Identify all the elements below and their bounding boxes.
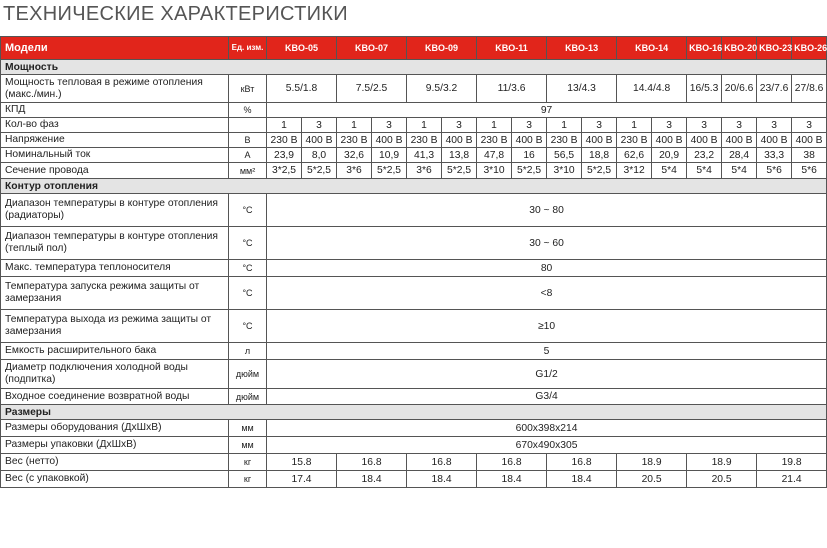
row-phases <box>1 118 827 133</box>
value-cell: 23,9 <box>267 148 302 163</box>
section-heating <box>1 179 827 194</box>
value-cell: 80 <box>267 260 827 277</box>
row-unit: кг <box>229 454 267 471</box>
value-cell: 3*6 <box>407 163 442 179</box>
row-unit: В <box>229 133 267 148</box>
row-label: Вес (с упаковкой) <box>1 471 229 488</box>
value-cell: 1 <box>407 118 442 133</box>
value-cell: 47,8 <box>477 148 512 163</box>
value-cell: 41,3 <box>407 148 442 163</box>
value-cell: 5*6 <box>757 163 792 179</box>
value-cell: 600x398x214 <box>267 420 827 437</box>
row-unit: мм² <box>229 163 267 179</box>
value-cell: 5*2,5 <box>442 163 477 179</box>
row-unit: °C <box>229 260 267 277</box>
row-heat_power <box>1 75 827 103</box>
header-model: KBO-05 <box>267 37 337 60</box>
value-cell: 5*2,5 <box>582 163 617 179</box>
row-label: Кол-во фаз <box>1 118 229 133</box>
row-label: КПД <box>1 103 229 118</box>
header-model: KBO-13 <box>547 37 617 60</box>
row-unit: дюйм <box>229 389 267 405</box>
row-label: Размеры упаковки (ДxШxВ) <box>1 437 229 454</box>
value-cell: 400 В <box>652 133 687 148</box>
value-cell: 400 В <box>757 133 792 148</box>
value-cell: 1 <box>477 118 512 133</box>
value-cell: 1 <box>337 118 372 133</box>
value-cell: 28,4 <box>722 148 757 163</box>
section-dims <box>1 405 827 420</box>
row-pack_dims <box>1 437 827 454</box>
value-cell: 18.9 <box>687 454 757 471</box>
header-model: KBO-23 <box>757 37 792 60</box>
value-cell: 5*2,5 <box>302 163 337 179</box>
row-voltage <box>1 133 827 148</box>
page-title: ТЕХНИЧЕСКИЕ ХАРАКТЕРИСТИКИ <box>3 3 348 25</box>
row-tank <box>1 343 827 360</box>
row-unit: % <box>229 103 267 118</box>
value-cell: 5*4 <box>722 163 757 179</box>
value-cell: 3*6 <box>337 163 372 179</box>
row-max_temp <box>1 260 827 277</box>
row-label: Размеры оборудования (ДxШxВ) <box>1 420 229 437</box>
value-cell: 16.8 <box>547 454 617 471</box>
row-label: Диапазон температуры в контуре отопления (радиаторы) <box>1 194 229 227</box>
value-cell: 3 <box>442 118 477 133</box>
value-cell: 23,2 <box>687 148 722 163</box>
row-cold_water <box>1 360 827 389</box>
row-label: Емкость расширительного бака <box>1 343 229 360</box>
row-unit: дюйм <box>229 360 267 389</box>
value-cell: <8 <box>267 277 827 310</box>
value-cell: 20.5 <box>687 471 757 488</box>
row-label: Номинальный ток <box>1 148 229 163</box>
value-cell: 3 <box>757 118 792 133</box>
row-label: Сечение провода <box>1 163 229 179</box>
header-model: KBO-16 <box>687 37 722 60</box>
value-cell: 400 В <box>442 133 477 148</box>
value-cell: 5*6 <box>792 163 827 179</box>
row-label: Макс. температура теплоносителя <box>1 260 229 277</box>
row-unit: А <box>229 148 267 163</box>
row-wire <box>1 163 827 179</box>
value-cell: 33,3 <box>757 148 792 163</box>
value-cell: 16/5.3 <box>687 75 722 103</box>
value-cell: 20,9 <box>652 148 687 163</box>
row-label: Мощность тепловая в режиме отопления (макс./мин.) <box>1 75 229 103</box>
value-cell: 13,8 <box>442 148 477 163</box>
spec-table <box>0 36 827 488</box>
value-cell: 16.8 <box>337 454 407 471</box>
row-label: Температура выхода из режима защиты от замерзания <box>1 310 229 343</box>
value-cell: 400 В <box>372 133 407 148</box>
header-model: KBO-07 <box>337 37 407 60</box>
row-range_floor <box>1 227 827 260</box>
value-cell: 400 В <box>582 133 617 148</box>
value-cell: 15.8 <box>267 454 337 471</box>
value-cell: 670x490x305 <box>267 437 827 454</box>
value-cell: 400 В <box>792 133 827 148</box>
value-cell: 9.5/3.2 <box>407 75 477 103</box>
value-cell: 5.5/1.8 <box>267 75 337 103</box>
value-cell: 23/7.6 <box>757 75 792 103</box>
value-cell: 230 В <box>337 133 372 148</box>
value-cell: 18.9 <box>617 454 687 471</box>
header-model: KBO-14 <box>617 37 687 60</box>
row-label: Температура запуска режима защиты от замерзания <box>1 277 229 310</box>
value-cell: 56,5 <box>547 148 582 163</box>
value-cell: G3/4 <box>267 389 827 405</box>
row-unit: °C <box>229 194 267 227</box>
row-current <box>1 148 827 163</box>
section-power <box>1 60 827 75</box>
value-cell: 5*4 <box>687 163 722 179</box>
value-cell: 18.4 <box>477 471 547 488</box>
value-cell: 30 ~ 80 <box>267 194 827 227</box>
value-cell: 3*12 <box>617 163 652 179</box>
row-unit <box>229 118 267 133</box>
row-gross_weight <box>1 471 827 488</box>
value-cell: 19.8 <box>757 454 827 471</box>
value-cell: G1/2 <box>267 360 827 389</box>
value-cell: 30 ~ 60 <box>267 227 827 260</box>
value-cell: 5*2,5 <box>512 163 547 179</box>
value-cell: 11/3.6 <box>477 75 547 103</box>
section-title: Мощность <box>1 60 827 75</box>
header-row <box>1 37 827 60</box>
value-cell: 18,8 <box>582 148 617 163</box>
value-cell: 27/8.6 <box>792 75 827 103</box>
value-cell: 18.4 <box>547 471 617 488</box>
value-cell: 3 <box>687 118 722 133</box>
header-model: KBO-20 <box>722 37 757 60</box>
value-cell: 21.4 <box>757 471 827 488</box>
value-cell: 13/4.3 <box>547 75 617 103</box>
value-cell: 1 <box>267 118 302 133</box>
value-cell: 1 <box>547 118 582 133</box>
value-cell: 3 <box>512 118 547 133</box>
row-label: Напряжение <box>1 133 229 148</box>
value-cell: 230 В <box>617 133 652 148</box>
row-net_weight <box>1 454 827 471</box>
header-unit-label: Ед. изм. <box>229 37 267 60</box>
value-cell: 18.4 <box>337 471 407 488</box>
value-cell: 7.5/2.5 <box>337 75 407 103</box>
row-unit: °C <box>229 277 267 310</box>
value-cell: 17.4 <box>267 471 337 488</box>
value-cell: 5 <box>267 343 827 360</box>
value-cell: 20.5 <box>617 471 687 488</box>
value-cell: 3 <box>372 118 407 133</box>
row-equip_dims <box>1 420 827 437</box>
value-cell: 230 В <box>407 133 442 148</box>
value-cell: 3*2,5 <box>267 163 302 179</box>
row-unit: °C <box>229 310 267 343</box>
value-cell: 3 <box>582 118 617 133</box>
value-cell: 3 <box>792 118 827 133</box>
value-cell: 3 <box>302 118 337 133</box>
row-kpd <box>1 103 827 118</box>
row-return <box>1 389 827 405</box>
value-cell: 62,6 <box>617 148 652 163</box>
row-frost_off <box>1 310 827 343</box>
row-range_rad <box>1 194 827 227</box>
value-cell: 3*10 <box>477 163 512 179</box>
header-model: KBO-26 <box>792 37 827 60</box>
section-title: Размеры <box>1 405 827 420</box>
header-model: KBO-09 <box>407 37 477 60</box>
row-unit: кВт <box>229 75 267 103</box>
value-cell: 3*10 <box>547 163 582 179</box>
row-label: Входное соединение возвратной воды <box>1 389 229 405</box>
value-cell: 97 <box>267 103 827 118</box>
value-cell: 14.4/4.8 <box>617 75 687 103</box>
value-cell: 32,6 <box>337 148 372 163</box>
value-cell: 8,0 <box>302 148 337 163</box>
value-cell: 16.8 <box>407 454 477 471</box>
value-cell: 16 <box>512 148 547 163</box>
row-unit: кг <box>229 471 267 488</box>
value-cell: 400 В <box>512 133 547 148</box>
row-unit: мм <box>229 420 267 437</box>
value-cell: ≥10 <box>267 310 827 343</box>
value-cell: 400 В <box>302 133 337 148</box>
value-cell: 16.8 <box>477 454 547 471</box>
row-label: Диаметр подключения холодной воды (подпитка) <box>1 360 229 389</box>
value-cell: 3 <box>722 118 757 133</box>
value-cell: 230 В <box>547 133 582 148</box>
value-cell: 10,9 <box>372 148 407 163</box>
value-cell: 18.4 <box>407 471 477 488</box>
row-unit: л <box>229 343 267 360</box>
row-unit: мм <box>229 437 267 454</box>
section-title: Контур отопления <box>1 179 827 194</box>
value-cell: 38 <box>792 148 827 163</box>
value-cell: 400 В <box>722 133 757 148</box>
row-label: Диапазон температуры в контуре отопления (теплый пол) <box>1 227 229 260</box>
value-cell: 230 В <box>267 133 302 148</box>
header-models-label: Модели <box>1 37 229 60</box>
value-cell: 230 В <box>477 133 512 148</box>
value-cell: 5*2,5 <box>372 163 407 179</box>
header-model: KBO-11 <box>477 37 547 60</box>
value-cell: 20/6.6 <box>722 75 757 103</box>
value-cell: 5*4 <box>652 163 687 179</box>
value-cell: 3 <box>652 118 687 133</box>
row-label: Вес (нетто) <box>1 454 229 471</box>
value-cell: 1 <box>617 118 652 133</box>
row-frost_on <box>1 277 827 310</box>
value-cell: 400 В <box>687 133 722 148</box>
row-unit: °C <box>229 227 267 260</box>
